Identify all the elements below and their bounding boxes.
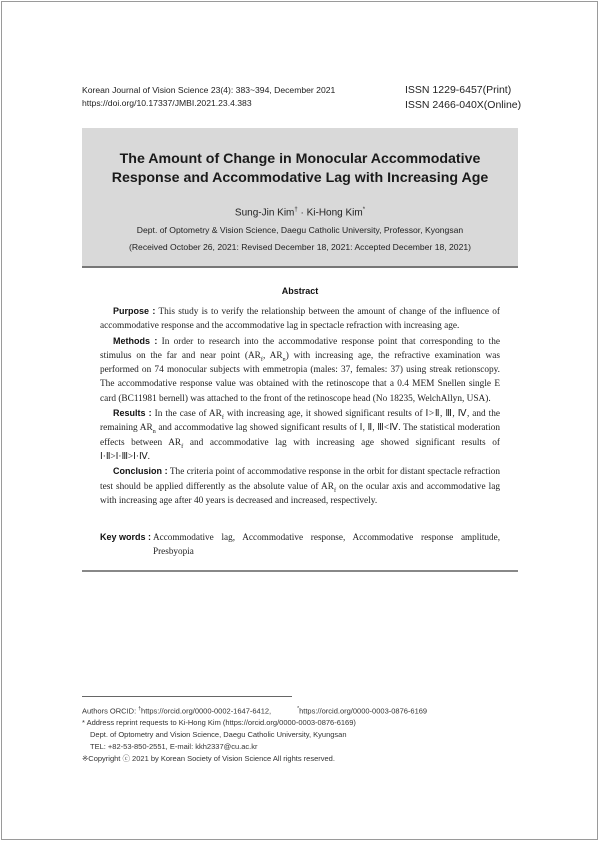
orcid-1-mark: † <box>138 706 142 712</box>
abstract-results <box>100 406 500 464</box>
conclusion-label: Conclusion : <box>113 466 168 477</box>
results-text: with increasing age, it showed significant results of Ⅰ>Ⅱ, Ⅲ, Ⅳ, and the remaining AR <box>100 409 501 434</box>
title-line-1: The Amount of Change in Monocular Accommodative <box>119 151 481 167</box>
correspondence-contact: TEL: +82-53-850-2551, E-mail: kkh2337@cu.ac.kr <box>90 741 258 751</box>
subscript: n <box>282 355 286 363</box>
abstract-purpose <box>100 304 500 334</box>
author-1-mark: † <box>294 207 298 213</box>
issn-online: ISSN 2466-040X(Online) <box>405 98 522 111</box>
abstract-methods <box>100 334 500 406</box>
results-text: In the case of AR <box>154 409 222 420</box>
title-line-2: Response and Accommodative Lag with Increasing Age <box>111 170 489 186</box>
subscript: f <box>260 355 263 363</box>
submission-dates: (Received October 26, 2021: Revised December 18, 2021: Accepted December 18, 2021) <box>128 242 472 252</box>
orcid-2-mark: * <box>297 706 300 712</box>
keywords-rule <box>82 570 518 572</box>
subscript: f <box>333 486 337 494</box>
author-2: Ki-Hong Kim <box>306 207 363 219</box>
author-list <box>82 207 518 218</box>
orcid-label: Authors ORCID: <box>82 706 139 716</box>
subscript: f <box>221 413 224 421</box>
results-label: Results : <box>113 408 152 419</box>
keywords-text: Accommodative lag, Accommodative response, Accommodative response amplitude, Presbyopia <box>153 532 500 556</box>
author-1: Sung-Jin Kim <box>234 207 295 219</box>
keywords-label: Key words : <box>100 532 152 542</box>
affiliation: Dept. of Optometry & Vision Science, Daegu Catholic University, Professor, Kyongsan <box>136 225 464 235</box>
conclusion-text: The criteria point of accommodative response in the orbit for distant spectacle refraction test should be applied differently as the absolute value of AR <box>100 467 500 492</box>
methods-text: ) with increasing age, the refractive examination was performed on 74 monocular subjects with emmetropia (males: 37, females: 37) using streak retionscopy. The accommodative response value was obtained with the retinoscope that a 0.4 MEM Snellen single E card (BC11981 bernell) was attached to the front of the retinoscope head (No 18235, WelchAllyn, USA). <box>100 350 500 404</box>
footnotes <box>82 704 522 764</box>
issn-block <box>405 83 521 112</box>
title-box <box>82 128 518 268</box>
orcid-2-link[interactable]: https://orcid.org/0000-0003-0876-6169 <box>299 706 428 716</box>
issn-print: ISSN 1229-6457(Print) <box>405 84 512 96</box>
results-text: and accommodative lag with increasing age showed significant results of Ⅰ·Ⅱ>Ⅰ·Ⅲ>Ⅰ·Ⅳ. <box>100 437 500 462</box>
copyright-note: ※Copyright ⓒ 2021 by Korean Society of Vision Science All rights reserved. <box>82 753 335 763</box>
doi-link[interactable]: https://doi.org/10.17337/JMBI.2021.23.4.383 <box>82 98 252 108</box>
journal-citation: Korean Journal of Vision Science 23(4): 383~394, December 2021 <box>82 85 336 95</box>
purpose-text: This study is to verify the relationship between the amount of change of the influence of accommodative response and the accommodative lag in spectacle refraction with increasing age. <box>100 307 501 332</box>
results-text: and accommodative lag showed significant results of Ⅰ, Ⅱ, Ⅲ<Ⅳ. The statistical moderation effects between AR <box>100 423 501 448</box>
author-separator: · <box>297 207 307 219</box>
title-box-rule <box>82 266 518 268</box>
conclusion-text: on the ocular axis and accommodative lag with increasing age after 40 years is decreased and increased, respectively. <box>100 481 500 506</box>
abstract-heading: Abstract <box>281 286 319 296</box>
author-2-mark: * <box>362 207 366 213</box>
orcid-line <box>82 704 522 717</box>
subscript: n <box>152 428 156 436</box>
abstract-conclusion <box>100 464 500 508</box>
paper-title <box>82 150 518 188</box>
reprint-note: * Address reprint requests to Ki-Hong Kim (https://orcid.org/0000-0003-0876-6169) <box>82 718 356 728</box>
methods-text: , AR <box>262 350 283 361</box>
subscript: f <box>181 442 184 450</box>
correspondence-dept: Dept. of Optometry and Vision Science, Daegu Catholic University, Kyungsan <box>90 730 347 740</box>
orcid-1-link[interactable]: https://orcid.org/0000-0002-1647-6412, <box>141 706 272 716</box>
methods-label: Methods : <box>113 335 158 346</box>
footnote-rule <box>82 696 292 697</box>
abstract-body <box>100 304 500 508</box>
purpose-label: Purpose : <box>113 306 156 316</box>
methods-text: In order to research into the accommodative response point that corresponding to the stimulus on the far and near point (AR <box>100 336 500 361</box>
journal-header <box>82 84 335 110</box>
